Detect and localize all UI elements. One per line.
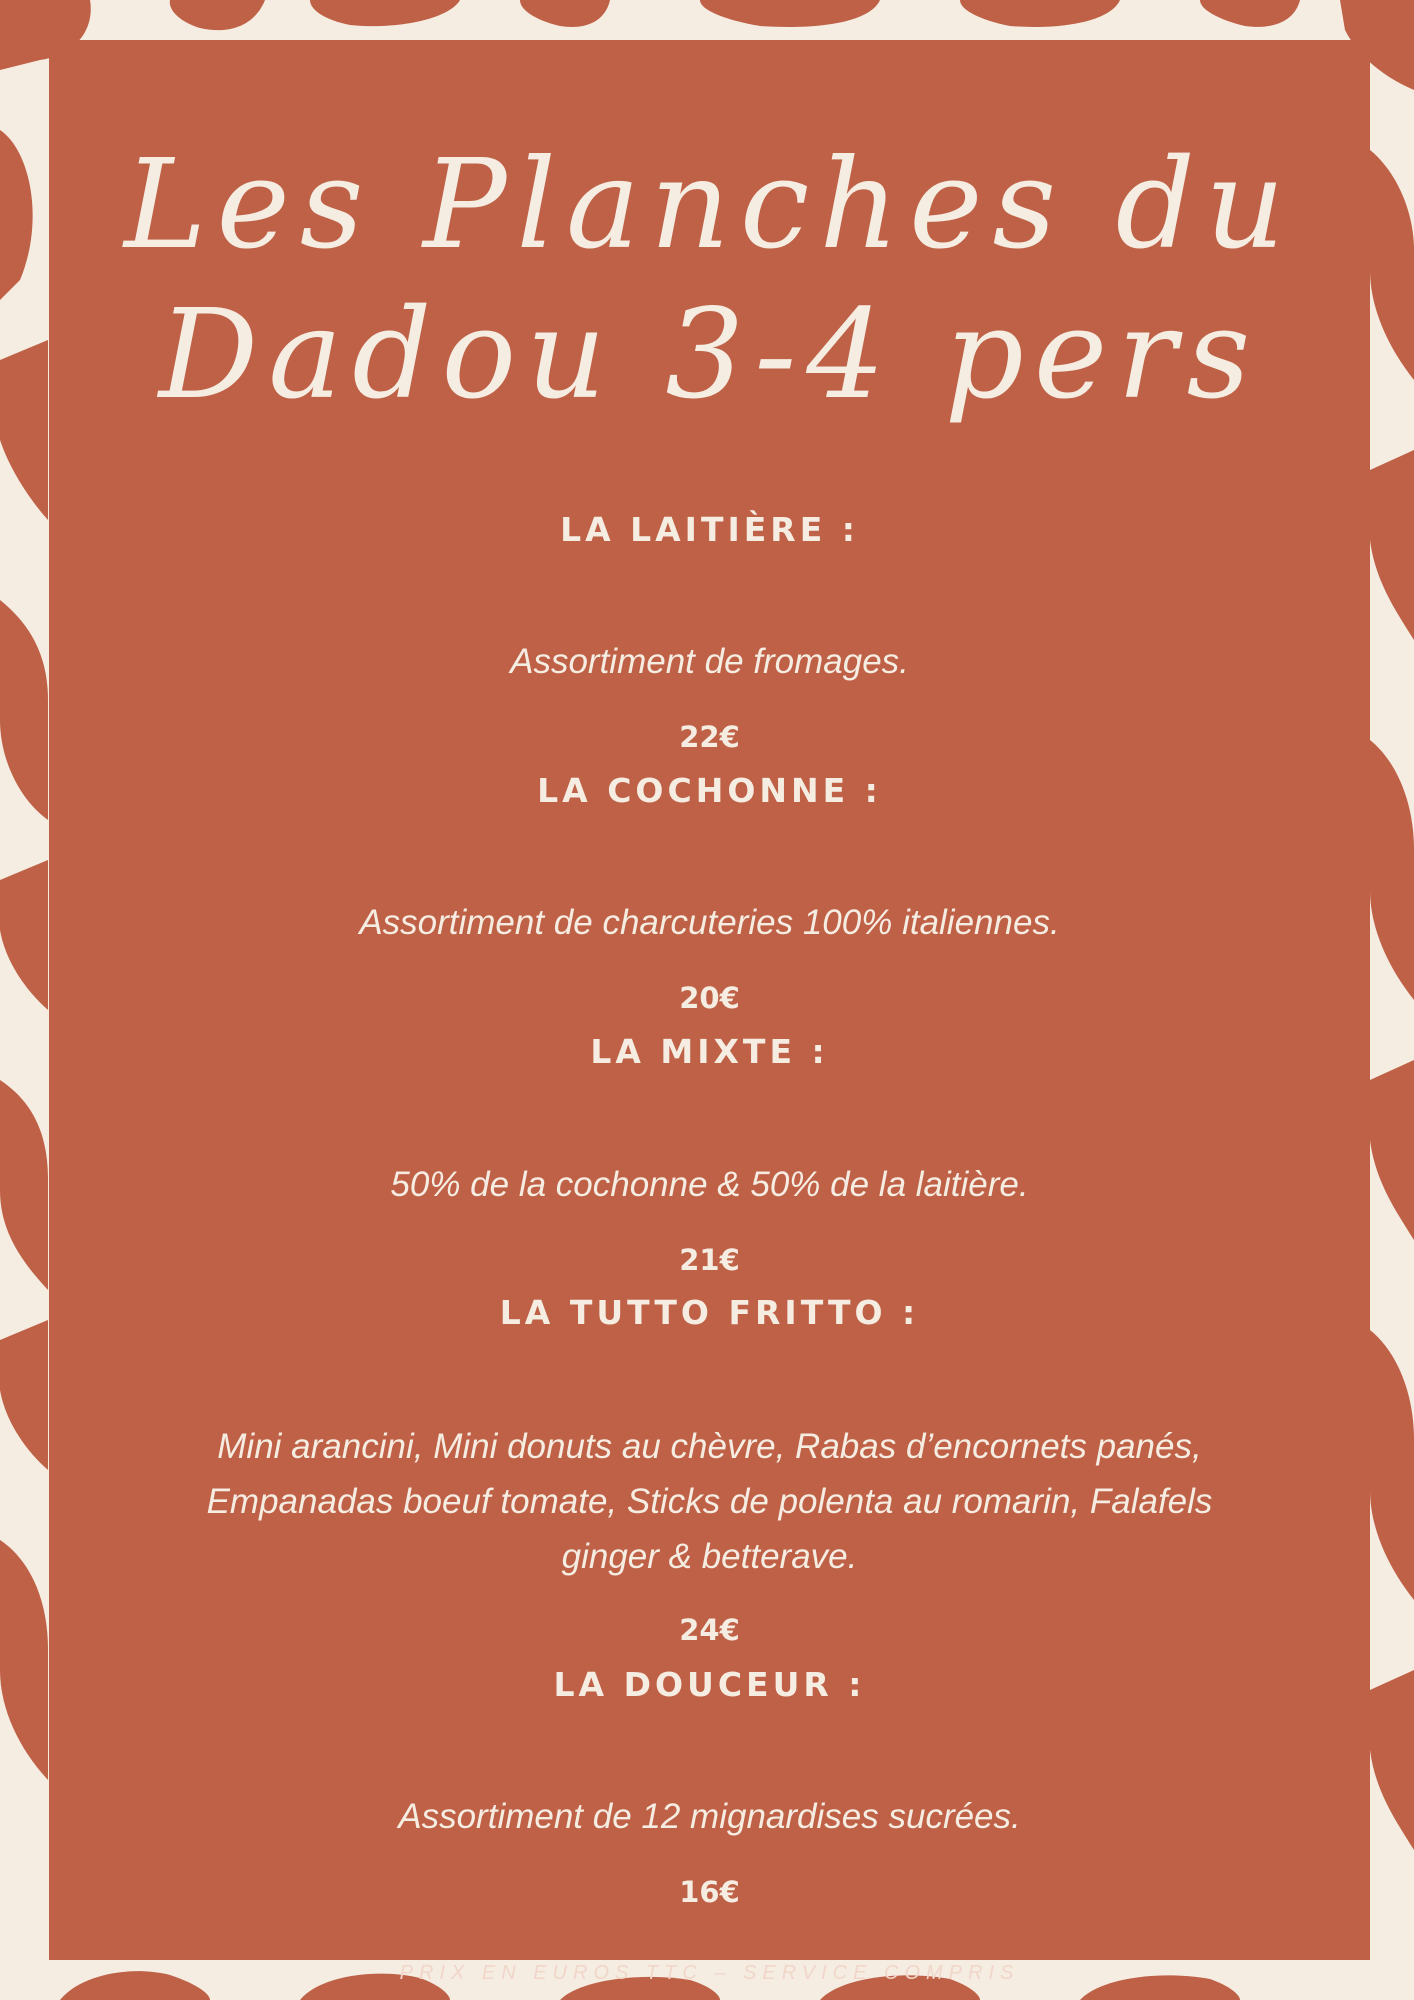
footer-note: PRIX EN EUROS TTC – SERVICE COMPRIS <box>399 1962 1020 1984</box>
menu-item-name: LA LAITIÈRE : <box>560 510 859 549</box>
menu-item-description: Assortiment de charcuteries 100% italiennes. <box>359 903 1060 942</box>
menu-item-description: Assortiment de 12 mignardises sucrées. <box>398 1797 1021 1836</box>
menu-title-line-1: Les Planches du <box>124 133 1295 277</box>
menu-item-price: 20€ <box>679 981 740 1015</box>
menu-title <box>49 130 1370 430</box>
menu-item-name: LA COCHONNE : <box>537 771 882 810</box>
menu-item-name: LA DOUCEUR : <box>553 1665 866 1704</box>
menu-item-description: 50% de la cochonne & 50% de la laitière. <box>390 1165 1029 1204</box>
menu-item-price: 24€ <box>679 1613 740 1647</box>
menu-item-description: Mini arancini, Mini donuts au chèvre, Rabas d’encornets panés, Empanadas boeuf tomate, Sticks de polenta au romarin, Falafels ginger & betterave. <box>206 1427 1213 1576</box>
menu-item-price: 22€ <box>679 720 740 754</box>
menu-item-name: LA TUTTO FRITTO : <box>499 1293 920 1332</box>
menu-title-line-2: Dadou 3-4 pers <box>158 283 1261 427</box>
menu-item-price: 21€ <box>679 1243 740 1277</box>
menu-item-price: 16€ <box>679 1875 740 1909</box>
menu-item-name: LA MIXTE : <box>590 1032 829 1071</box>
menu-item-description: Assortiment de fromages. <box>510 642 909 681</box>
menu-panel <box>49 40 1370 1984</box>
